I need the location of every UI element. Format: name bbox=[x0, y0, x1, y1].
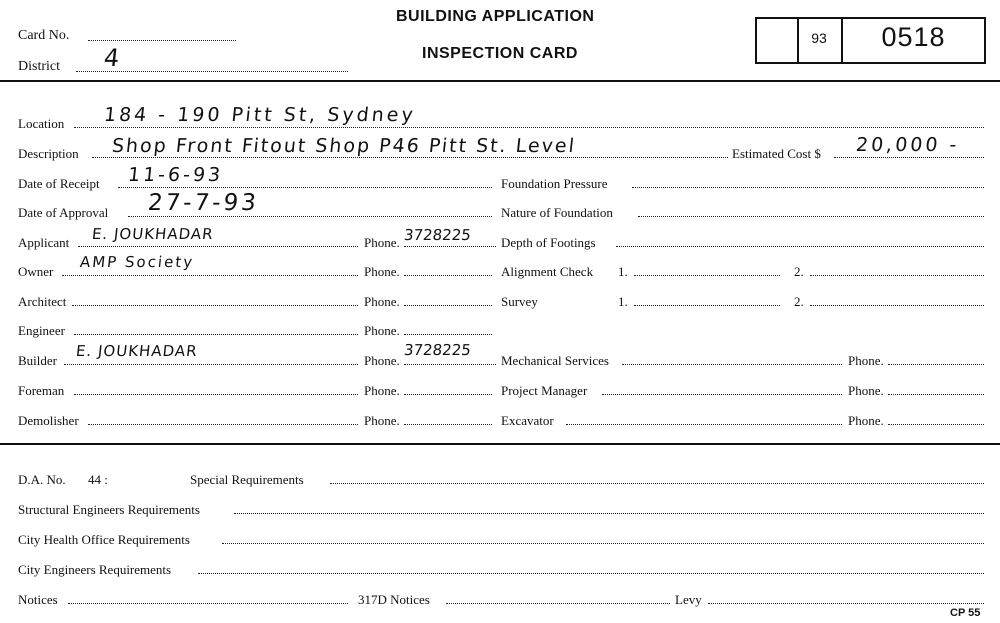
foundation-pressure-field[interactable] bbox=[632, 187, 984, 188]
applicant-field[interactable] bbox=[78, 246, 358, 247]
builder-field[interactable] bbox=[64, 364, 358, 365]
builder-phone-value: 3728225 bbox=[403, 341, 472, 359]
description-field[interactable] bbox=[92, 157, 728, 158]
footer-code: CP 55 bbox=[950, 607, 981, 619]
owner-label: Owner bbox=[18, 264, 54, 279]
project-manager-label: Project Manager bbox=[501, 383, 588, 398]
district-value: 4 bbox=[102, 44, 124, 72]
date-approval-label: Date of Approval bbox=[18, 205, 109, 220]
health-field[interactable] bbox=[222, 543, 984, 544]
city-engineers-field[interactable] bbox=[198, 573, 984, 574]
applicant-label: Applicant bbox=[18, 235, 70, 250]
notices-label: Notices bbox=[18, 592, 58, 607]
notices-317d-field[interactable] bbox=[446, 603, 670, 604]
demolisher-phone-field[interactable] bbox=[404, 424, 492, 425]
card-number: 0518 bbox=[881, 22, 946, 52]
card-no-field[interactable] bbox=[88, 40, 236, 41]
date-receipt-field[interactable] bbox=[118, 187, 492, 188]
estimated-cost-value: 20,000 - bbox=[854, 134, 961, 156]
health-label: City Health Office Requirements bbox=[18, 532, 190, 547]
project-manager-field[interactable] bbox=[602, 394, 842, 395]
applicant-phone-field[interactable] bbox=[404, 246, 496, 247]
applicant-phone-label: Phone. bbox=[364, 235, 400, 250]
da-label: D.A. No. bbox=[18, 472, 66, 487]
notices-field[interactable] bbox=[68, 603, 348, 604]
foundation-pressure-label: Foundation Pressure bbox=[501, 176, 608, 191]
special-requirements-field[interactable] bbox=[330, 483, 984, 484]
section-rule bbox=[0, 443, 1000, 445]
excavator-label: Excavator bbox=[501, 413, 554, 428]
engineer-phone-field[interactable] bbox=[404, 334, 492, 335]
structural-label: Structural Engineers Requirements bbox=[18, 502, 200, 517]
mechanical-phone-label: Phone. bbox=[848, 353, 884, 368]
demolisher-field[interactable] bbox=[88, 424, 358, 425]
excavator-phone-label: Phone. bbox=[848, 413, 884, 428]
applicant-phone-value: 3728225 bbox=[403, 226, 472, 244]
nature-foundation-field[interactable] bbox=[638, 216, 984, 217]
title-line2: INSPECTION CARD bbox=[422, 45, 578, 62]
date-receipt-label: Date of Receipt bbox=[18, 176, 100, 191]
description-label: Description bbox=[18, 146, 79, 161]
alignment-check-label: Alignment Check bbox=[501, 264, 594, 279]
demolisher-label: Demolisher bbox=[18, 413, 79, 428]
card-year: 93 bbox=[811, 30, 827, 46]
title-line1: BUILDING APPLICATION bbox=[396, 8, 595, 25]
foreman-label: Foreman bbox=[18, 383, 65, 398]
builder-phone-field[interactable] bbox=[404, 364, 496, 365]
structural-field[interactable] bbox=[234, 513, 984, 514]
builder-label: Builder bbox=[18, 353, 57, 368]
architect-label: Architect bbox=[18, 294, 67, 309]
levy-field[interactable] bbox=[708, 603, 984, 604]
description-value: Shop Front Fitout Shop P46 Pitt St. Level bbox=[110, 135, 578, 157]
project-manager-phone-field[interactable] bbox=[888, 394, 984, 395]
estimated-cost-field[interactable] bbox=[834, 157, 984, 158]
alignment-num-1: 1. bbox=[618, 264, 628, 279]
alignment-num-2: 2. bbox=[794, 264, 804, 279]
date-approval-field[interactable] bbox=[128, 216, 492, 217]
date-receipt-value: 11-6-93 bbox=[126, 164, 225, 186]
excavator-field[interactable] bbox=[566, 424, 842, 425]
owner-value: AMP Society bbox=[79, 253, 196, 271]
architect-phone-label: Phone. bbox=[364, 294, 400, 309]
special-requirements-label: Special Requirements bbox=[190, 472, 304, 487]
card-no-label: Card No. bbox=[18, 28, 70, 43]
levy-label: Levy bbox=[675, 592, 702, 607]
foreman-field[interactable] bbox=[74, 394, 358, 395]
architect-phone-field[interactable] bbox=[404, 305, 492, 306]
city-engineers-label: City Engineers Requirements bbox=[18, 562, 172, 577]
survey-num-1: 1. bbox=[618, 294, 628, 309]
depth-footings-label: Depth of Footings bbox=[501, 235, 596, 250]
alignment-field-2[interactable] bbox=[810, 275, 984, 276]
da-value: 44 : bbox=[88, 472, 108, 487]
engineer-phone-label: Phone. bbox=[364, 323, 400, 338]
mechanical-label: Mechanical Services bbox=[501, 353, 609, 368]
applicant-value: E. JOUKHADAR bbox=[91, 225, 215, 243]
survey-field-2[interactable] bbox=[810, 305, 984, 306]
architect-field[interactable] bbox=[72, 305, 358, 306]
survey-label: Survey bbox=[501, 294, 538, 309]
foreman-phone-label: Phone. bbox=[364, 383, 400, 398]
foreman-phone-field[interactable] bbox=[404, 394, 492, 395]
depth-footings-field[interactable] bbox=[616, 246, 984, 247]
builder-value: E. JOUKHADAR bbox=[75, 342, 199, 360]
demolisher-phone-label: Phone. bbox=[364, 413, 400, 428]
owner-phone-label: Phone. bbox=[364, 264, 400, 279]
mechanical-field[interactable] bbox=[622, 364, 842, 365]
engineer-label: Engineer bbox=[18, 323, 65, 338]
survey-num-2: 2. bbox=[794, 294, 804, 309]
estimated-cost-label: Estimated Cost $ bbox=[732, 146, 821, 161]
builder-phone-label: Phone. bbox=[364, 353, 400, 368]
location-value: 184 - 190 Pitt St, Sydney bbox=[102, 104, 417, 126]
notices-317d-label: 317D Notices bbox=[358, 592, 430, 607]
location-label: Location bbox=[18, 116, 65, 131]
owner-phone-field[interactable] bbox=[404, 275, 492, 276]
district-label: District bbox=[18, 59, 60, 74]
owner-field[interactable] bbox=[62, 275, 358, 276]
alignment-field-1[interactable] bbox=[634, 275, 780, 276]
project-manager-phone-label: Phone. bbox=[848, 383, 884, 398]
mechanical-phone-field[interactable] bbox=[888, 364, 984, 365]
survey-field-1[interactable] bbox=[634, 305, 780, 306]
excavator-phone-field[interactable] bbox=[888, 424, 984, 425]
engineer-field[interactable] bbox=[74, 334, 358, 335]
date-approval-value: 27-7-93 bbox=[146, 190, 261, 216]
nature-foundation-label: Nature of Foundation bbox=[501, 205, 613, 220]
header-rule bbox=[0, 80, 1000, 82]
location-field[interactable] bbox=[74, 127, 984, 128]
